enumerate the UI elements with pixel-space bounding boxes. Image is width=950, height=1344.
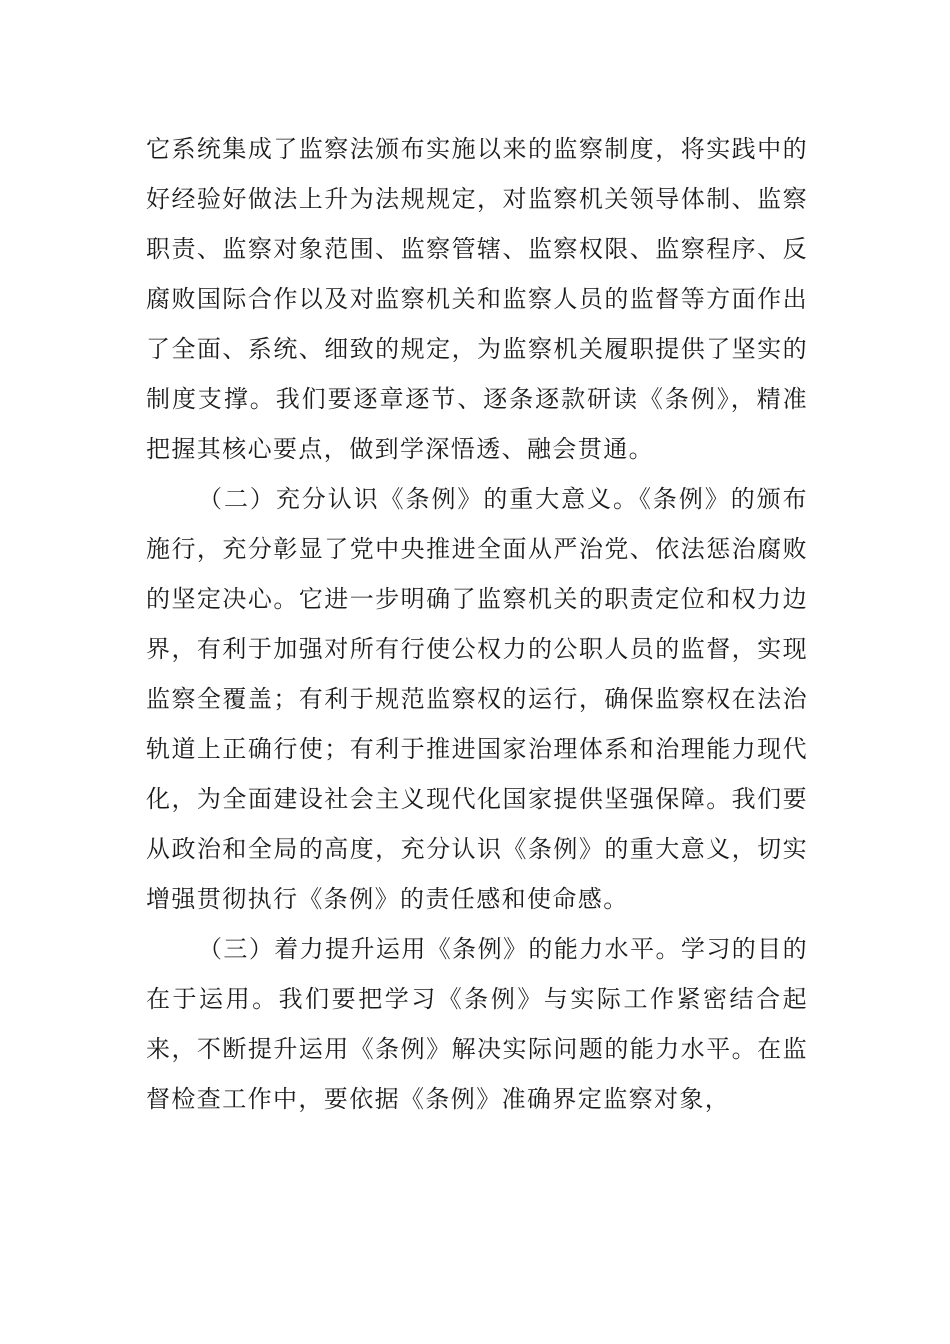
paragraph-section-two: （二）充分认识《条例》的重大意义。《条例》的颁布施行，充分彰显了党中央推进全面从严治党、依法惩治腐败的坚定决心。它进一步明确了监察机关的职责定位和权力边界，有利于加强对所有行使公权力的公职人员的监督，实现监察全覆盖；有利于规范监察权的运行，确保监察权在法治轨道上正确行使；有利于推进国家治理体系和治理能力现代化，为全面建设社会主义现代化国家提供坚强保障。我们要从政治和全局的高度，充分认识《条例》的重大意义，切实增强贯彻执行《条例》的责任感和使命感。 bbox=[146, 485, 808, 913]
paragraph-section-three: （三）着力提升运用《条例》的能力水平。学习的目的在于运用。我们要把学习《条例》与实际工作紧密结合起来，不断提升运用《条例》解决实际问题的能力水平。在监督检查工作中，要依据《条例》准确界定监察对象， bbox=[146, 935, 808, 1113]
document-body bbox=[146, 124, 808, 1124]
paragraph-continuation: 它系统集成了监察法颁布实施以来的监察制度，将实践中的好经验好做法上升为法规规定，对监察机关领导体制、监察职责、监察对象范围、监察管辖、监察权限、监察程序、反腐败国际合作以及对监察机关和监察人员的监督等方面作出了全面、系统、细致的规定，为监察机关履职提供了坚实的制度支撑。我们要逐章逐节、逐条逐款研读《条例》，精准把握其核心要点，做到学深悟透、融会贯通。 bbox=[146, 135, 808, 463]
